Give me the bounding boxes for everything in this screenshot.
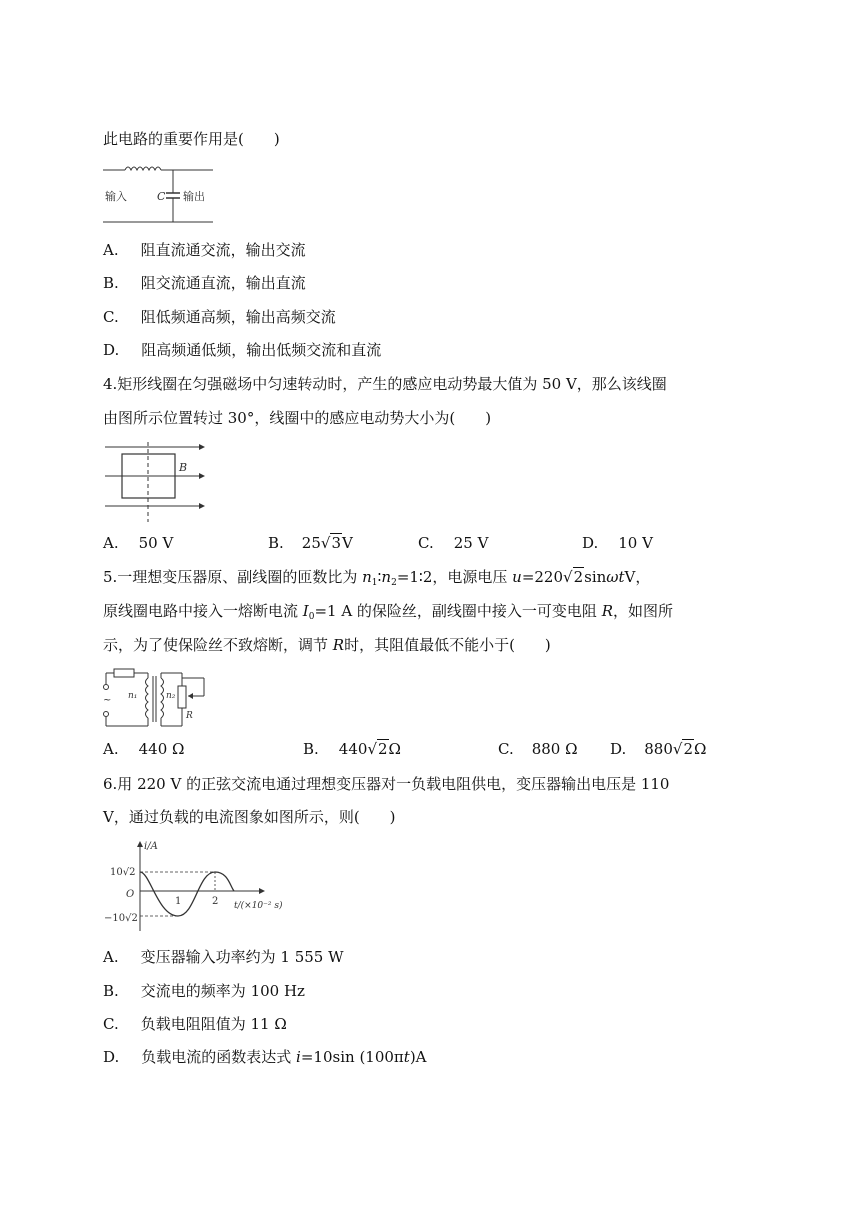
q6-option-b: B. 交流电的频率为 100 Hz [103, 982, 305, 1000]
fig-ybot-label: −10√2 [104, 913, 138, 924]
q5-stem-line1: 5.一理想变压器原、副线圈的匝数比为 $n_1∶n_2=1∶2$，电源电压 u=220√2sinωtV， [103, 568, 651, 588]
svg-text:~: ~ [103, 695, 112, 706]
fig-output-label: 输出 [183, 190, 205, 203]
q4-stem-line1: 4.矩形线圈在匀强磁场中匀速转动时，产生的感应电动势最大值为 50 V，那么该线圈 [103, 375, 667, 393]
fig-input-label: 输入 [105, 190, 127, 203]
q4-option-c: C. 25 V [418, 534, 489, 552]
q5-option-a: A. 440 Ω [103, 740, 185, 758]
q4-stem-line2: 由图所示位置转过 30°，线圈中的感应电动势大小为( ) [103, 409, 492, 427]
q5-option-d: D. 880√2Ω [610, 740, 707, 758]
fig-ytop-label: 10√2 [110, 867, 136, 878]
fig-r-label: R [186, 711, 193, 721]
q3-option-c: C. 阻低频通高频，输出高频交流 [103, 308, 336, 326]
q6-stem-line2: V，通过负载的电流图象如图所示，则( ) [103, 808, 396, 826]
q6-stem-line1: 6.用 220 V 的正弦交流电通过理想变压器对一负载电阻供电，变压器输出电压是 110 [103, 775, 670, 793]
fig-ylabel: i/A [144, 841, 158, 852]
q6-current-graph [100, 836, 300, 934]
q5-stem-line2: 原线圈电路中接入一熔断电流 $I_0=1$ A 的保险丝，副线圈中接入一可变电阻 R，如图所 [103, 602, 674, 622]
fig-x2-label: 2 [212, 896, 219, 907]
fig-n2-label: n₂ [166, 691, 176, 701]
q5-option-c: C. 880 Ω [498, 740, 578, 758]
q5-stem-line3: 示，为了使保险丝不致熔断，调节 R时，其阻值最低不能小于( ) [103, 636, 551, 654]
fig-n1-label: n₁ [128, 691, 138, 701]
q4-option-a: A. 50 V [103, 534, 174, 552]
q4-option-d: D. 10 V [582, 534, 653, 552]
q6-option-d: D. 负载电流的函数表达式 i=10sin (100πt)A [103, 1048, 427, 1066]
fig-b-label: B [179, 461, 188, 474]
q3-stem: 此电路的重要作用是( ) [103, 130, 280, 148]
fig-origin-label: O [126, 889, 135, 900]
q3-option-b: B. 阻交流通直流，输出直流 [103, 274, 306, 292]
q6-option-c: C. 负载电阻阻值为 11 Ω [103, 1015, 287, 1033]
q3-lc-filter-figure [103, 160, 213, 230]
q3-option-d: D. 阻高频通低频，输出低频交流和直流 [103, 341, 382, 359]
q4-coil-figure [103, 440, 208, 524]
fig-xlabel: t/(×10⁻² s) [234, 901, 283, 911]
fig-x1-label: 1 [175, 896, 182, 907]
q4-option-b: B. 25√3V [268, 534, 353, 552]
q5-transformer-figure [100, 664, 215, 732]
q3-option-a: A. 阻直流通交流，输出交流 [103, 241, 306, 259]
q5-option-b: B. 440√2Ω [303, 740, 401, 758]
fig-c-label: C [157, 190, 166, 203]
q6-option-a: A. 变压器输入功率约为 1 555 W [103, 948, 344, 966]
